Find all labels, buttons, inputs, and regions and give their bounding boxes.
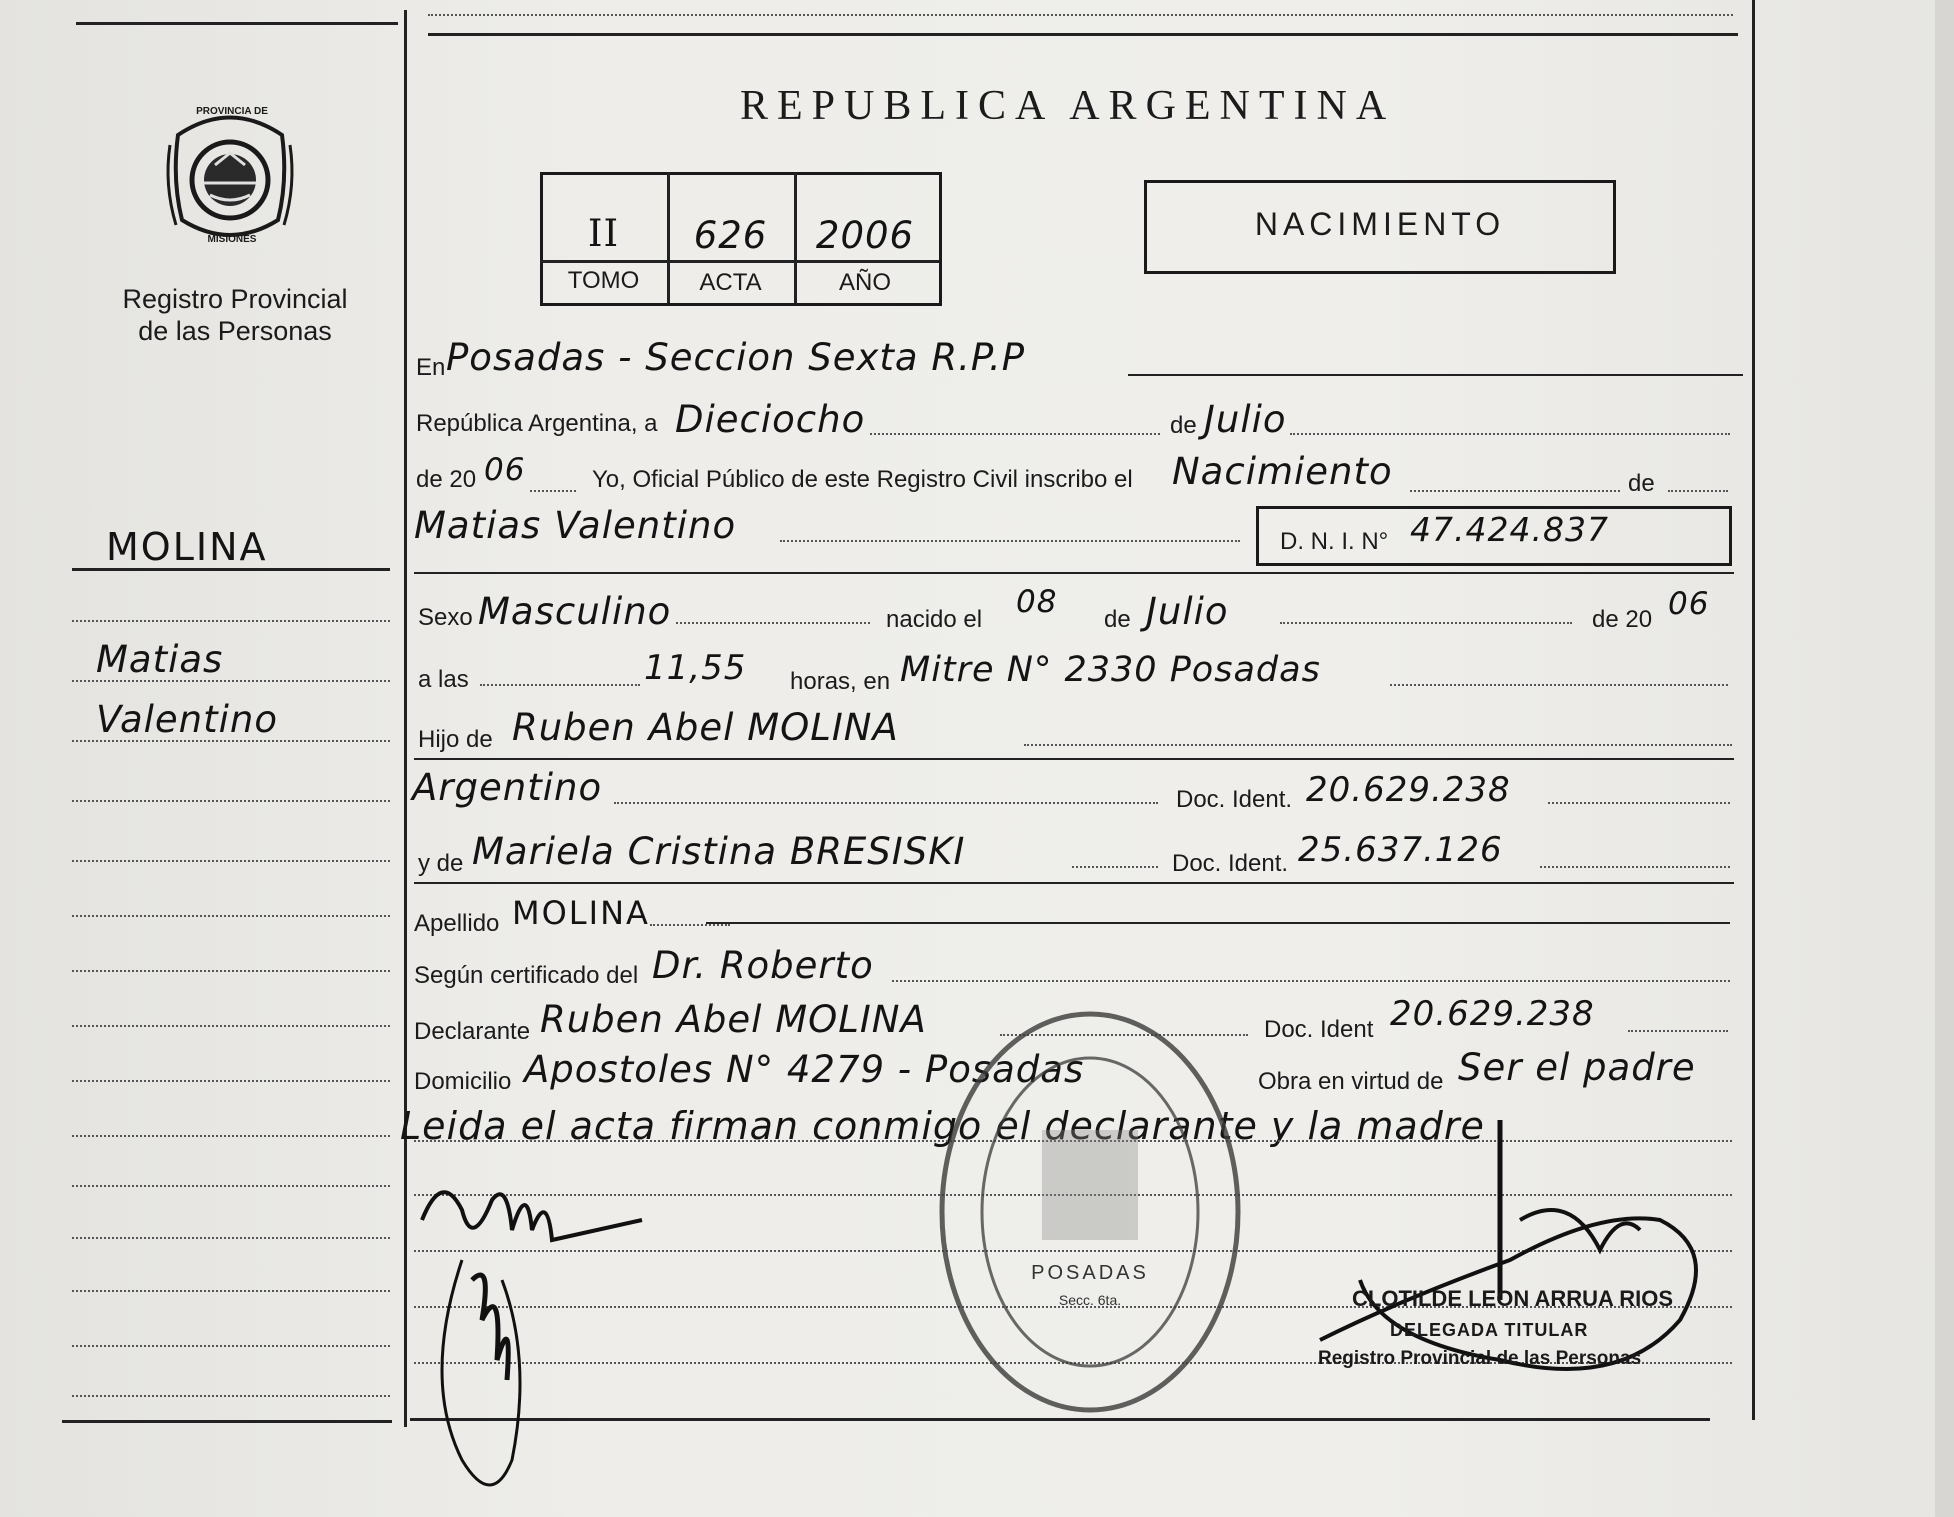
yde-label: y de	[418, 850, 464, 877]
yo-oficial-text: Yo, Oficial Público de este Registro Civil inscribo el	[592, 466, 1133, 493]
nacido-label: nacido el	[886, 606, 983, 633]
seal-top-text: PROVINCIA DE	[196, 106, 268, 117]
registry-name-line1: Registro Provincial	[122, 284, 348, 314]
en-label: En	[416, 354, 446, 381]
declarant-name: Ruben Abel MOLINA	[540, 998, 927, 1041]
mother-doc: 25.637.126	[1298, 830, 1503, 870]
top-rule-right	[428, 33, 1738, 36]
margin-dotted-line	[72, 1025, 390, 1027]
field-line	[676, 622, 870, 624]
birth-place: Mitre N° 2330 Posadas	[900, 650, 1321, 690]
de20-label: de 20	[416, 466, 477, 493]
hijo-label: Hijo de	[418, 726, 493, 753]
margin-dotted-line	[72, 1345, 390, 1347]
obra-label: Obra en virtud de	[1258, 1068, 1444, 1095]
certificate-type: NACIMIENTO	[1254, 206, 1506, 242]
birth-hour: 11,55	[644, 648, 747, 688]
field-line	[1128, 374, 1743, 376]
alas-label: a las	[418, 666, 469, 693]
de-label-3: de	[1104, 606, 1131, 633]
anio-label: AÑO	[838, 269, 891, 296]
margin-bottom-rule	[62, 1420, 392, 1423]
margin-dotted-line	[72, 1237, 390, 1239]
record-divider	[540, 260, 939, 263]
field-line	[614, 802, 1158, 804]
field-line	[1390, 684, 1728, 686]
sex-value: Masculino	[478, 590, 672, 633]
margin-dotted-line	[72, 1080, 390, 1082]
registration-day: Dieciocho	[675, 398, 866, 441]
surname-value: MOLINA	[512, 894, 650, 932]
tomo-value: II	[587, 212, 620, 255]
margin-dotted-line	[72, 970, 390, 972]
field-line	[414, 572, 1734, 574]
margin-dotted-line	[72, 800, 390, 802]
father-nationality: Argentino	[412, 766, 603, 809]
registration-month: Julio	[1204, 398, 1287, 441]
closing-statement: Leida el acta firman conmigo el declarante y la madre	[400, 1104, 1485, 1148]
republica-label: República Argentina, a	[416, 410, 658, 437]
declarante-label: Declarante	[414, 1018, 531, 1045]
declarant-signature-icon	[412, 1160, 662, 1517]
top-dotted-rule	[428, 14, 1733, 16]
doc-ident-label-3: Doc. Ident	[1264, 1016, 1374, 1043]
horas-label: horas, en	[790, 668, 891, 695]
certifying-doctor: Dr. Roberto	[652, 944, 874, 987]
margin-dotted-line	[72, 620, 390, 622]
field-line	[870, 433, 1160, 435]
official-stamp-icon	[930, 1000, 1250, 1420]
country-title: REPUBLICA ARGENTINA	[740, 83, 1396, 129]
place-of-registration: Posadas - Seccion Sexta R.P.P	[446, 336, 1026, 379]
father-name: Ruben Abel MOLINA	[512, 706, 899, 749]
stamp-section: Secc. 6ta.	[1058, 1292, 1122, 1308]
seal-bottom-text: MISIONES	[207, 234, 257, 245]
de-label-2: de	[1628, 470, 1655, 497]
dni-label: D. N. I. N°	[1280, 528, 1389, 555]
page-edge	[1935, 0, 1954, 1517]
field-line	[1290, 433, 1730, 435]
capacity-value: Ser el padre	[1458, 1046, 1696, 1089]
official-role: DELEGADA TITULAR	[1390, 1320, 1589, 1340]
field-line	[1072, 866, 1158, 868]
field-line	[530, 490, 576, 492]
birth-day: 08	[1016, 584, 1058, 620]
margin-dotted-line	[72, 740, 390, 742]
margin-dotted-line	[72, 680, 390, 682]
margin-dotted-line	[72, 915, 390, 917]
margin-dotted-line	[72, 1395, 390, 1397]
apellido-label: Apellido	[414, 910, 500, 937]
margin-surname: MOLINA	[106, 525, 268, 569]
field-line	[892, 980, 1730, 982]
act-type: Nacimiento	[1172, 450, 1393, 493]
official-office: Registro Provincial de las Personas	[1318, 1348, 1642, 1369]
child-name: Matias Valentino	[414, 504, 737, 547]
declarant-doc: 20.629.238	[1390, 994, 1595, 1034]
margin-surname-rule	[72, 568, 390, 571]
field-line	[1628, 1030, 1728, 1032]
margin-dotted-line	[72, 860, 390, 862]
field-line	[1280, 622, 1572, 624]
official-name: CLOTILDE LEON ARRUA RIOS	[1352, 1286, 1674, 1311]
mother-name: Mariela Cristina BRESISKI	[472, 830, 966, 873]
margin-name1: Matias	[96, 638, 224, 681]
province-seal-icon	[160, 105, 300, 255]
left-column-border	[404, 10, 407, 1427]
field-line	[1024, 744, 1732, 746]
domicile-value: Apostoles N° 4279 - Posadas	[524, 1048, 1085, 1091]
registry-name-line2: de las Personas	[138, 316, 332, 346]
de-label-1: de	[1170, 412, 1197, 439]
doc-ident-label: Doc. Ident.	[1176, 786, 1293, 813]
segun-label: Según certificado del	[414, 962, 639, 989]
doc-ident-label-2: Doc. Ident.	[1172, 850, 1289, 877]
domicilio-label: Domicilio	[414, 1068, 512, 1095]
margin-dotted-line	[72, 1185, 390, 1187]
field-line	[706, 922, 1730, 924]
field-line	[1410, 490, 1620, 492]
stamp-city: POSADAS	[1031, 1262, 1149, 1284]
registration-year: 06	[484, 452, 526, 488]
field-line	[1668, 490, 1728, 492]
father-doc: 20.629.238	[1306, 770, 1511, 810]
acta-value: 626	[693, 214, 768, 257]
birth-month: Julio	[1146, 590, 1229, 633]
dni-number: 47.424.837	[1410, 510, 1609, 549]
sexo-label: Sexo	[418, 604, 473, 631]
margin-dotted-line	[72, 1290, 390, 1292]
field-line	[780, 540, 1240, 542]
margin-dotted-line	[72, 1135, 390, 1137]
birth-year: 06	[1668, 586, 1710, 622]
field-line	[414, 882, 1734, 884]
right-form-border	[1752, 0, 1755, 1420]
top-rule-left	[76, 22, 398, 25]
field-line	[1548, 802, 1730, 804]
field-line	[414, 758, 1734, 760]
anio-value: 2006	[815, 214, 915, 257]
field-line	[650, 924, 730, 926]
field-line	[1540, 866, 1730, 868]
field-line	[480, 684, 640, 686]
tomo-label: TOMO	[567, 267, 640, 294]
acta-label: ACTA	[699, 269, 762, 296]
margin-name2: Valentino	[96, 698, 278, 741]
de20-label-2: de 20	[1592, 606, 1653, 633]
